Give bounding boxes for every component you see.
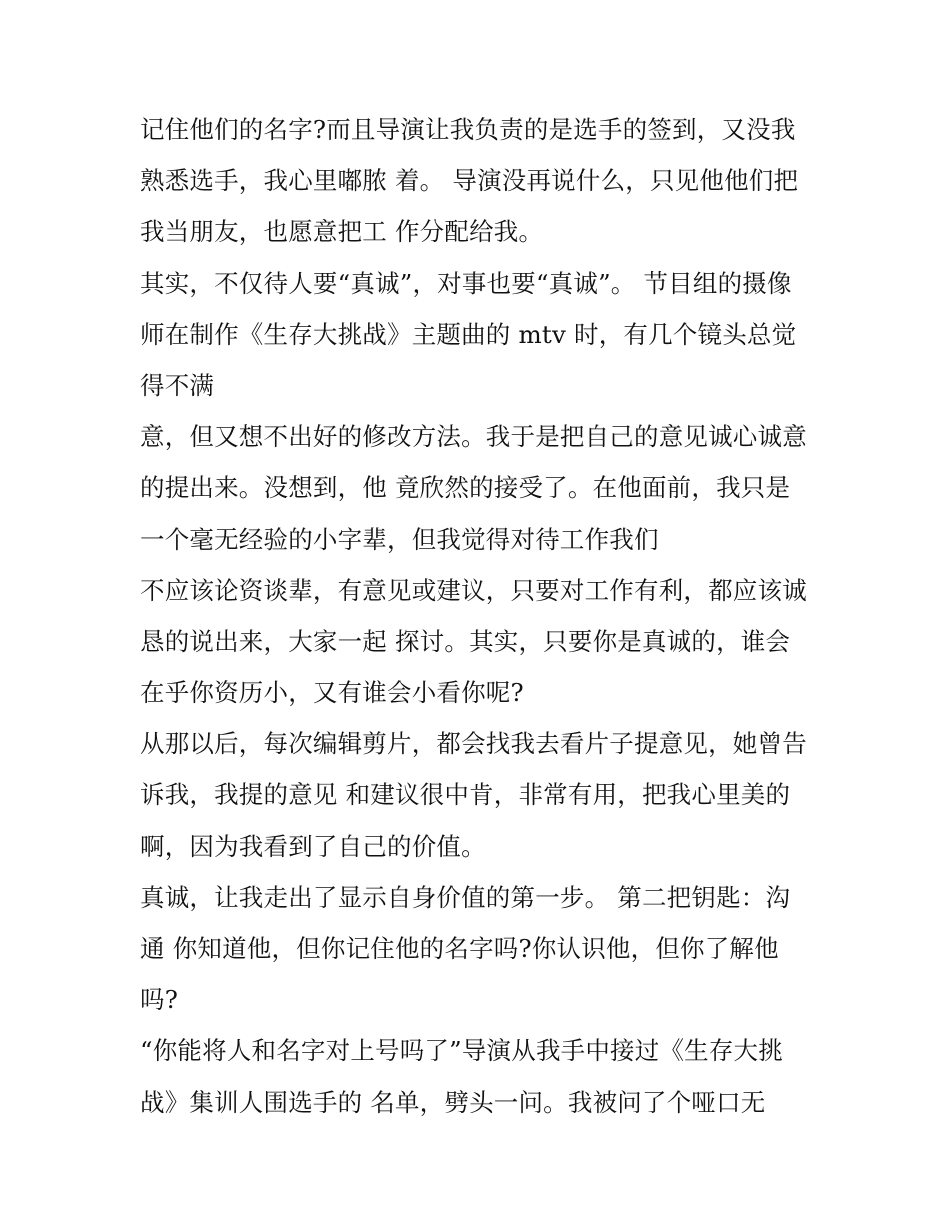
text-line: “你能将人和名字对上号吗了”导演从我手中接过《生存大挑 xyxy=(140,1036,783,1066)
text-line: 师在制作《生存大挑战》主题曲的 mtv 时，有几个镜头总觉 xyxy=(140,319,797,349)
text-line: 的提出来。没想到，他 竟欣然的接受了。在他面前，我只是 xyxy=(140,473,791,503)
text-line: 我当朋友，也愿意把工 作分配给我。 xyxy=(140,217,544,247)
text-line: 战》集训人围选手的 名单，劈头一问。我被问了个哑口无 xyxy=(140,1087,766,1117)
text-line: 啊，因为我看到了自己的价值。 xyxy=(140,831,486,861)
text-line: 熟悉选手，我心里嘟脓 着。 导演没再说什么，只见他他们把 xyxy=(140,166,799,196)
text-line: 得不满 xyxy=(140,370,215,400)
text-line: 通 你知道他，但你记住他的名字吗?你认识他，但你了解他 xyxy=(140,934,779,963)
text-line: 真诚，让我走出了显示自身价值的第一步。 第二把钥匙：沟 xyxy=(140,882,791,912)
text-line: 在乎你资历小，又有谁会小看你呢? xyxy=(140,678,524,708)
text-line: 不应该论资谈辈，有意见或建议，只要对工作有利，都应该诚 xyxy=(140,575,807,605)
text-line: 其实，不仅待人要“真诚”，对事也要“真诚”。 节目组的摄像 xyxy=(140,268,792,298)
text-line: 一个毫无经验的小字辈，但我觉得对待工作我们 xyxy=(140,524,659,554)
document-body xyxy=(140,104,820,1128)
text-line: 恳的说出来，大家一起 探讨。其实，只要你是真诚的，谁会 xyxy=(140,626,791,656)
text-line: 吗? xyxy=(140,985,179,1015)
text-line: 意，但又想不出好的修改方法。我于是把自己的意见诚心诚意 xyxy=(140,422,807,452)
text-line: 诉我，我提的意见 和建议很中肯，非常有用，把我心里美的 xyxy=(140,780,791,810)
text-line: 记住他们的名字?而且导演让我负责的是选手的签到，又没我 xyxy=(140,115,796,144)
text-line: 从那以后，每次编辑剪片，都会找我去看片子提意见，她曾告 xyxy=(140,729,807,759)
